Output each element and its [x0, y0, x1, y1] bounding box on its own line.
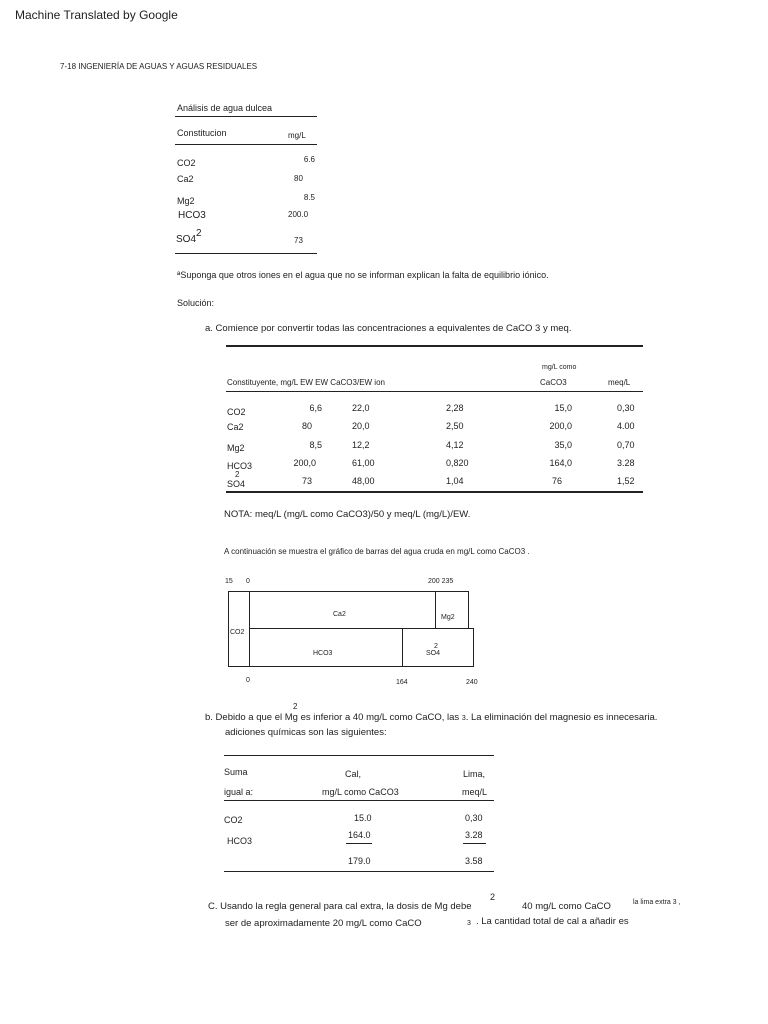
table2-cell-meq: 3.28 [617, 458, 635, 468]
table2-header-main: Constituyente, mg/L EW EW CaCO3/EW ion [227, 378, 385, 387]
table2-cell-caco3: 164,0 [549, 458, 572, 468]
table2-cell-ratio: 4,12 [446, 440, 464, 450]
table1-row-name: CO2 [177, 158, 196, 168]
table3-header-suma: Suma [224, 767, 248, 777]
step-c-small: la lima extra 3 , [633, 899, 681, 906]
table3-row-lima: 3.28 [465, 830, 483, 840]
bar-chart-intro: A continuación se muestra el gráfico de barras del agua cruda en mg/L como CaCO3 . [224, 547, 530, 556]
table2-cell-mgl: 73 [302, 476, 313, 486]
table2-cell-ratio: 1,04 [446, 476, 464, 486]
table3-cal-sum-rule [346, 843, 372, 844]
bar-label-hco3: HCO3 [313, 650, 333, 657]
table2-header-meq: meq/L [608, 378, 631, 387]
page-header: 7-18 INGENIERÍA DE AGUAS Y AGUAS RESIDUALES [60, 62, 258, 71]
table2-cell-ratio: 0,820 [446, 458, 469, 468]
step-b-superscript: 2 [293, 702, 298, 711]
bar-tick-bottom-0: 0 [246, 677, 250, 684]
bar-label-so4: SO42 [426, 643, 441, 657]
table2-cell-caco3: 200,0 [549, 421, 572, 431]
bar-tick-top-200-235: 200 235 [428, 578, 454, 585]
table3-top-rule [224, 755, 494, 756]
table2-cell-meq: 0,30 [617, 403, 635, 413]
table1-row-name: SO42 [176, 228, 202, 245]
bar-tick-bottom-164: 164 [396, 679, 408, 686]
table2-cell-caco3: 76 [552, 476, 563, 486]
step-c-tail: . La cantidad total de cal a añadir es [476, 916, 629, 927]
bar-tick-top-0: 0 [246, 578, 250, 585]
table2-cell-meq: 4.00 [617, 421, 635, 431]
step-a-text: a. Comience por convertir todas las concentraciones a equivalentes de CaCO 3 y meq. [205, 323, 572, 334]
machine-translated-label: Machine Translated by Google [15, 8, 178, 22]
table3-total-lima: 3.58 [465, 856, 483, 866]
table1-title: Análisis de agua dulcea [177, 103, 273, 113]
bar-so4 [402, 628, 474, 667]
table3-row-lima: 0,30 [465, 813, 483, 823]
table3-header-rule [224, 800, 494, 801]
table2-bottom-rule [226, 491, 643, 493]
bar-mg [435, 591, 469, 629]
table2-cell-mgl: 80 [302, 421, 313, 431]
table1-col-constitucion: Constitucion [177, 128, 227, 138]
table1-row-value: 6.6 [303, 155, 315, 164]
table2-header-caco3: CaCO3 [540, 378, 567, 387]
step-c-superscript: 2 [490, 892, 496, 902]
bar-label-co2: CO2 [230, 629, 245, 636]
table2-cell-caco3: 35,0 [554, 440, 572, 450]
step-c-mid: 40 mg/L como CaCO [522, 901, 611, 912]
footnote: ªSuponga que otros iones en el agua que no se informan explican la falta de equilibrio iónico. [177, 270, 549, 280]
table2-cell-ew: 48,00 [352, 476, 375, 486]
table3-row-cal: 15.0 [354, 813, 372, 823]
table2-cell-ew: 12,2 [352, 440, 370, 450]
table1-row-value: 80 [294, 174, 303, 183]
solution-label: Solución: [177, 298, 215, 308]
step-c-line1: C. Usando la regla general para cal extra, la dosis de Mg debe [208, 901, 472, 912]
table2-cell-ew: 22,0 [352, 403, 370, 413]
table1-col-mgl: mg/L [288, 131, 306, 140]
bar-label-mg: Mg2 [441, 614, 455, 621]
table3-header-mgl: mg/L como CaCO3 [322, 787, 399, 797]
table3-row-cal: 164.0 [348, 830, 371, 840]
bar-ca [249, 591, 436, 629]
table2-cell-constituent: HCO3 [227, 461, 253, 471]
table2-cell-ratio: 2,28 [446, 403, 464, 413]
table2-cell-mgl: 8,5 [309, 440, 322, 450]
table2-cell-constituent: SO42 [227, 470, 246, 489]
bar-tick-bottom-240: 240 [466, 679, 478, 686]
table1-row-value: 8.5 [303, 193, 315, 202]
table3-total-cal: 179.0 [348, 856, 371, 866]
table2-cell-caco3: 15,0 [554, 403, 572, 413]
table1-row-name: Mg2 [177, 196, 195, 206]
table3-row-name: CO2 [224, 815, 243, 825]
table1-row-value: 200.0 [288, 210, 309, 219]
table1-bottom-rule [175, 253, 317, 254]
step-c-line2: ser de aproximadamente 20 mg/L como CaCO [225, 918, 422, 929]
table1-top-rule [175, 116, 317, 117]
bar-hco3 [249, 628, 403, 667]
bar-label-ca: Ca2 [333, 611, 346, 618]
table3-bottom-rule [224, 871, 494, 872]
table2-cell-constituent: CO2 [227, 407, 246, 417]
table2-cell-meq: 1,52 [617, 476, 635, 486]
table3-row-name: HCO3 [227, 836, 253, 846]
step-b-line1: b. Debido a que el Mg es inferior a 40 mg/L como CaCO, las 3. La eliminación del magnesio es innecesaria. [205, 712, 658, 723]
table1-header-rule [175, 144, 317, 145]
step-b-line2: adiciones químicas son las siguientes: [225, 727, 387, 738]
table2-header-rule [226, 391, 643, 392]
table3-lima-sum-rule [463, 843, 486, 844]
table2-cell-mgl: 200,0 [293, 458, 316, 468]
table2-cell-meq: 0,70 [617, 440, 635, 450]
table3-header-lima: Lima, [463, 769, 486, 779]
table3-header-igual: igual a: [224, 787, 254, 797]
bar-tick-top-15: 15 [225, 578, 233, 585]
step-c-subscript: 3 [467, 920, 471, 927]
table2-cell-ew: 20,0 [352, 421, 370, 431]
table1-row-name: HCO3 [178, 210, 206, 221]
table1-row-value: 73 [294, 236, 303, 245]
note-text: NOTA: meq/L (mg/L como CaCO3)/50 y meq/L (mg/L)/EW. [224, 509, 471, 520]
table2-header-mgl-como: mg/L como [542, 364, 577, 371]
table2-cell-ew: 61,00 [352, 458, 375, 468]
table1-row-name: Ca2 [177, 174, 194, 184]
table2-cell-constituent: Ca2 [227, 422, 244, 432]
table2-cell-constituent: Mg2 [227, 443, 245, 453]
table2-cell-ratio: 2,50 [446, 421, 464, 431]
table2-cell-mgl: 6,6 [309, 403, 322, 413]
table3-header-meq: meq/L [462, 787, 488, 797]
table3-header-cal: Cal, [345, 769, 362, 779]
table2-top-rule [226, 345, 643, 347]
